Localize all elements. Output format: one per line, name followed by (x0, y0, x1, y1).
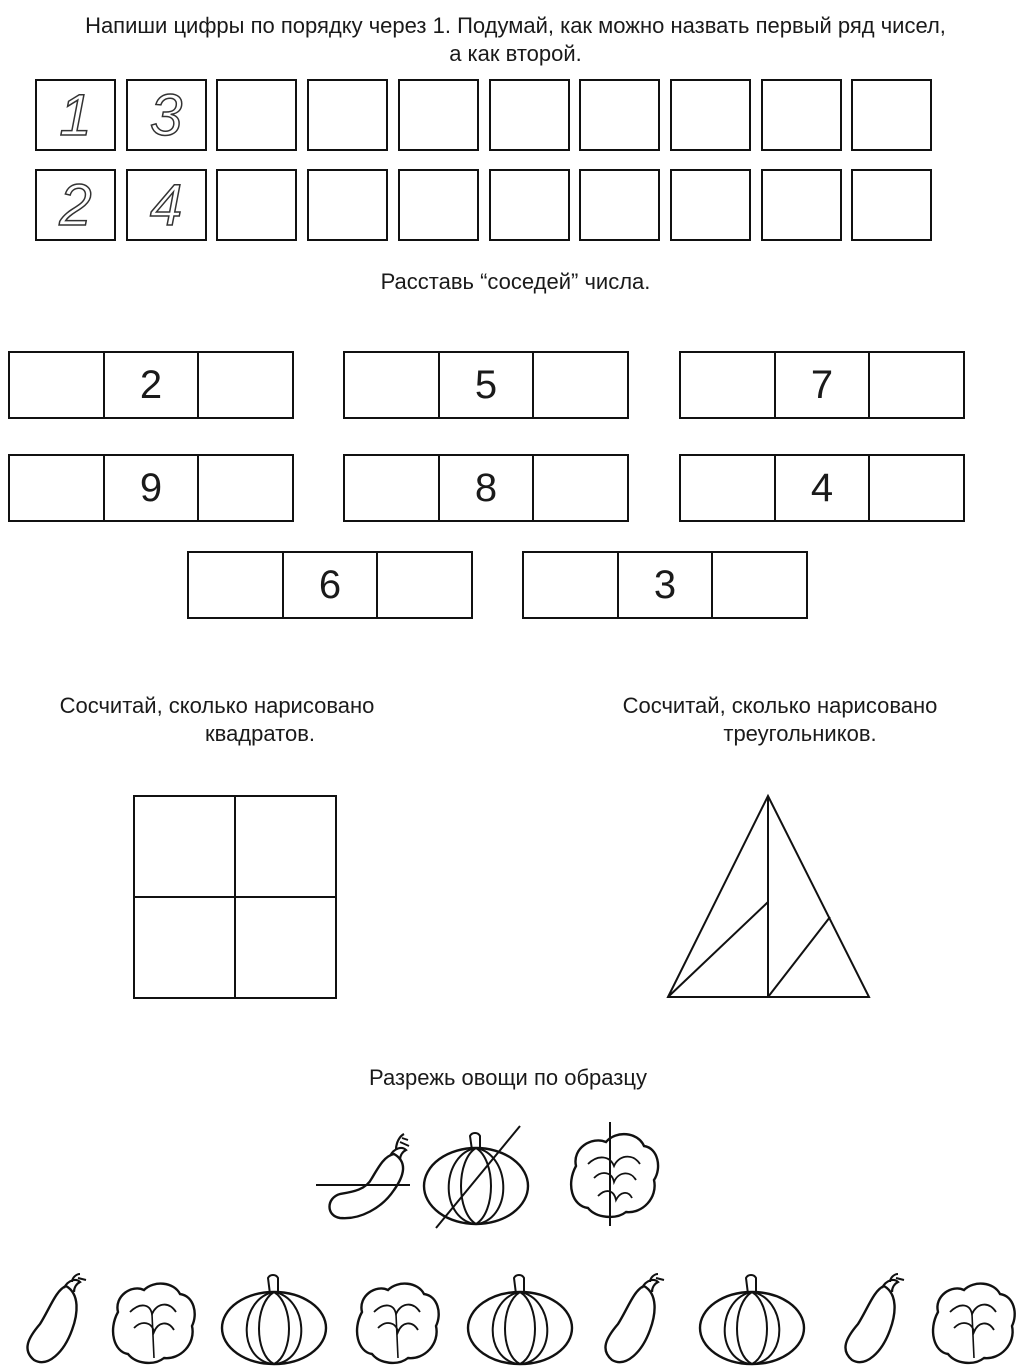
answer-cell-left[interactable] (681, 456, 774, 520)
dotted-sample-digit: 4 (150, 173, 183, 238)
task1-instruction-line1: Напиши цифры по порядку через 1. Подумай, как можно назвать первый ряд чисел, (85, 13, 946, 38)
digit-write-cell[interactable] (216, 169, 297, 241)
given-number: 5 (438, 353, 533, 417)
eggplant-icon (312, 1128, 416, 1224)
task2-instruction: Расставь “соседей” числа. (380, 269, 651, 294)
cabbage-icon[interactable] (348, 1272, 444, 1368)
answer-cell-right[interactable] (711, 553, 806, 617)
dotted-sample-digit: 3 (150, 83, 183, 148)
given-number: 6 (282, 553, 377, 617)
neighbor-box (522, 551, 808, 619)
neighbor-box (679, 351, 965, 419)
triangles-figure (662, 792, 874, 1004)
given-number: 4 (774, 456, 869, 520)
task3-line2: квадратов. (205, 721, 315, 746)
neighbor-box (187, 551, 473, 619)
cabbage-icon[interactable] (924, 1272, 1020, 1368)
answer-cell-right[interactable] (197, 456, 292, 520)
dotted-sample-digit: 1 (59, 83, 92, 148)
answer-cell-right[interactable] (532, 456, 627, 520)
eggplant-icon[interactable] (594, 1272, 666, 1366)
cabbage-icon[interactable] (104, 1272, 200, 1368)
answer-cell-right[interactable] (868, 456, 963, 520)
neighbor-box (343, 351, 629, 419)
sample-digit-cell (126, 79, 207, 151)
task1-instruction-line2: а как второй. (449, 41, 582, 66)
given-number: 9 (103, 456, 198, 520)
digit-write-cell[interactable] (579, 169, 660, 241)
task3-line1: Сосчитай, сколько нарисовано (59, 693, 375, 718)
neighbor-box (8, 351, 294, 419)
digit-write-cell[interactable] (398, 169, 479, 241)
neighbor-box (679, 454, 965, 522)
answer-cell-right[interactable] (868, 353, 963, 417)
answer-cell-right[interactable] (197, 353, 292, 417)
answer-cell-left[interactable] (10, 353, 103, 417)
digit-write-cell[interactable] (489, 169, 570, 241)
sample-digit-cell (35, 169, 116, 241)
given-number: 7 (774, 353, 869, 417)
answer-cell-right[interactable] (532, 353, 627, 417)
digit-write-cell[interactable] (579, 79, 660, 151)
pumpkin-icon (416, 1120, 536, 1232)
digit-write-cell[interactable] (307, 169, 388, 241)
digit-write-cell[interactable] (851, 169, 932, 241)
dotted-sample-digit: 2 (59, 173, 92, 238)
digit-write-cell[interactable] (307, 79, 388, 151)
task5-instruction: Разрежь овощи по образцу (369, 1065, 647, 1090)
given-number: 3 (617, 553, 712, 617)
given-number: 8 (438, 456, 533, 520)
answer-cell-left[interactable] (10, 456, 103, 520)
digit-write-cell[interactable] (851, 79, 932, 151)
sample-digit-cell (35, 79, 116, 151)
answer-cell-left[interactable] (681, 353, 774, 417)
answer-cell-left[interactable] (345, 353, 438, 417)
digit-write-cell[interactable] (489, 79, 570, 151)
neighbor-box (343, 454, 629, 522)
neighbor-box (8, 454, 294, 522)
digit-write-cell[interactable] (398, 79, 479, 151)
digit-write-cell[interactable] (216, 79, 297, 151)
digit-write-cell[interactable] (761, 79, 842, 151)
answer-cell-left[interactable] (189, 553, 282, 617)
eggplant-icon[interactable] (16, 1272, 88, 1366)
cabbage-icon (558, 1118, 668, 1228)
squares-figure (130, 792, 340, 1002)
answer-cell-right[interactable] (376, 553, 471, 617)
task4-line2: треугольников. (723, 721, 877, 746)
pumpkin-icon[interactable] (216, 1270, 332, 1368)
digit-write-cell[interactable] (670, 79, 751, 151)
task4-line1: Сосчитай, сколько нарисовано (622, 693, 938, 718)
answer-cell-left[interactable] (524, 553, 617, 617)
eggplant-icon[interactable] (834, 1272, 906, 1366)
given-number: 2 (103, 353, 198, 417)
pumpkin-icon[interactable] (694, 1270, 810, 1368)
pumpkin-icon[interactable] (462, 1270, 578, 1368)
digit-write-cell[interactable] (761, 169, 842, 241)
sample-digit-cell (126, 169, 207, 241)
answer-cell-left[interactable] (345, 456, 438, 520)
digit-write-cell[interactable] (670, 169, 751, 241)
